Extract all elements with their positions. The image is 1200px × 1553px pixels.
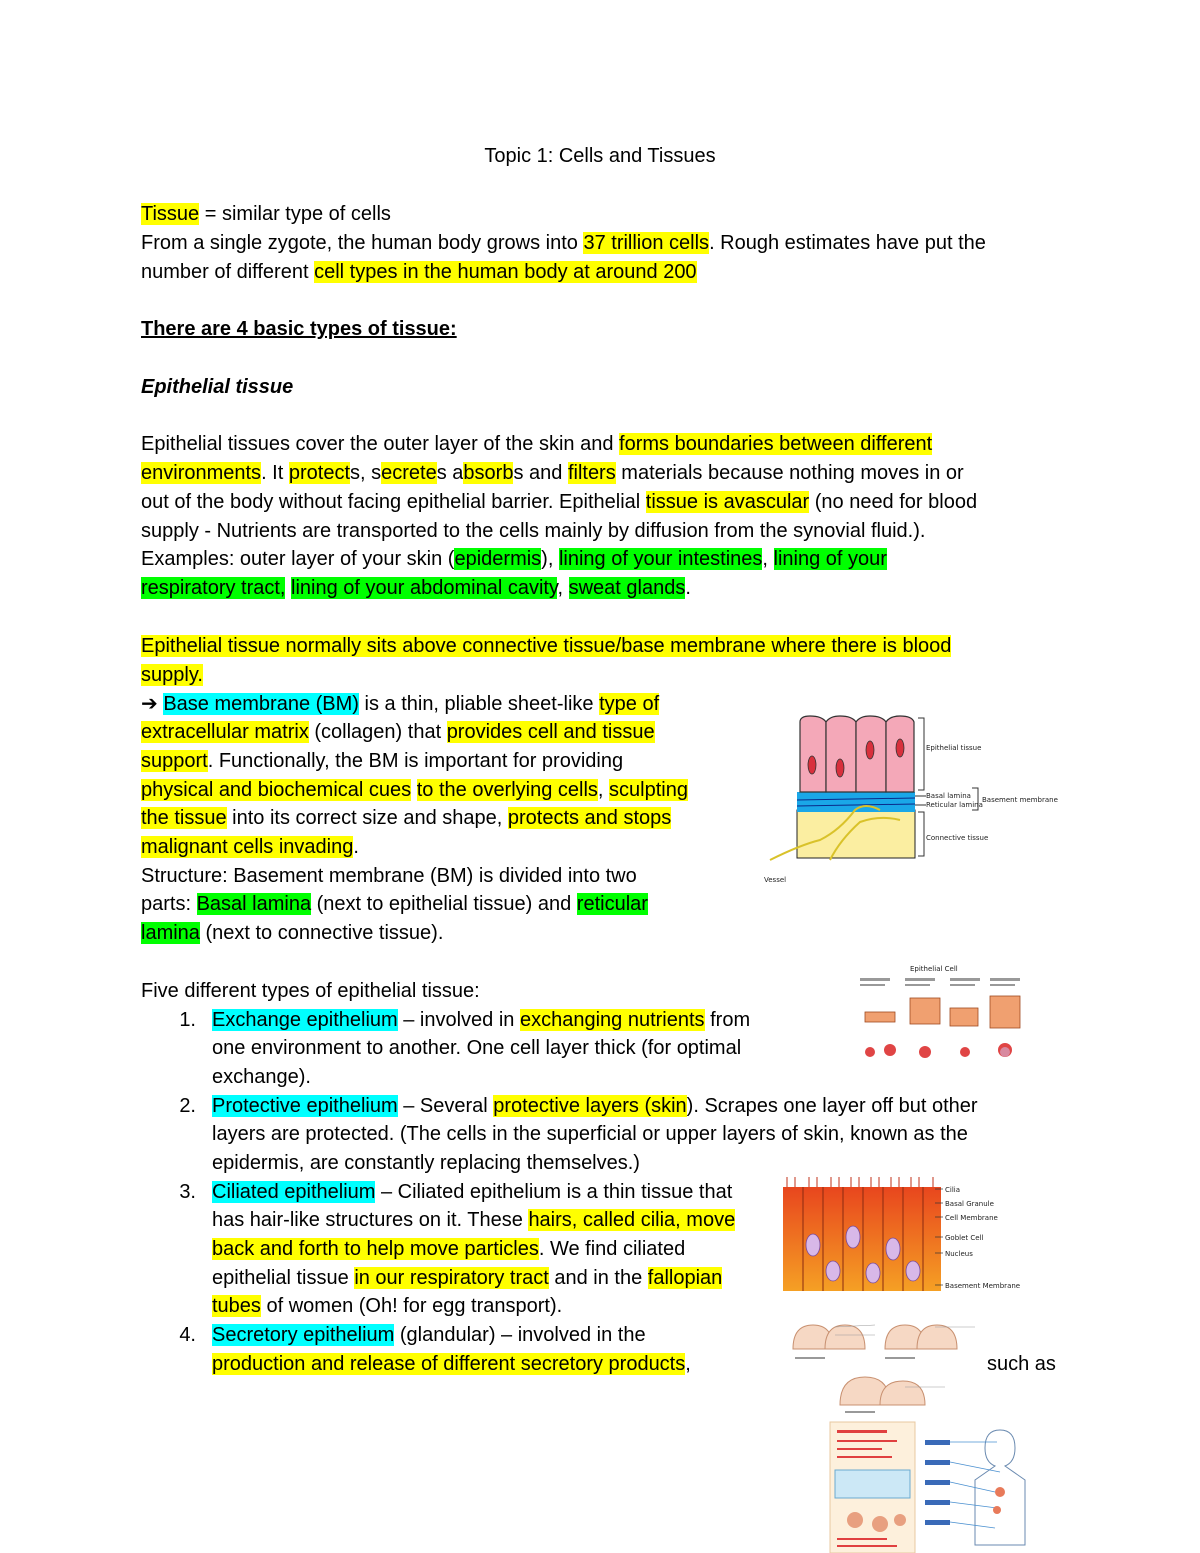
bm-line-7: Structure: Basement membrane (BM) is divided into two — [141, 865, 637, 887]
label-basement-membrane: Basement Membrane — [945, 1282, 1021, 1290]
label-cilia: Cilia — [945, 1186, 961, 1194]
list-item-3-line-5: tubes of women (Oh! for egg transport). — [212, 1295, 563, 1317]
list-item-2-line-2: layers are protected. (The cells in the superficial or upper layers of skin, known as the — [212, 1123, 968, 1145]
basement-membrane-figure — [760, 710, 1060, 890]
figure-title: Epithelial Cell — [910, 965, 958, 973]
list-item-1-line-2: one environment to another. One cell layer thick (for optimal — [212, 1037, 742, 1059]
page-title: Topic 1: Cells and Tissues — [484, 145, 716, 167]
bm-line-3: support. Functionally, the BM is important for providing — [141, 750, 624, 772]
list-item-1-line-1: Exchange epithelium – involved in exchanging nutrients from — [212, 1009, 751, 1031]
intro-line-3: number of different cell types in the human body at around 200 — [141, 261, 697, 283]
label-reticular-lamina: Reticular lamina — [926, 801, 983, 809]
label-cell-membrane: Cell Membrane — [945, 1214, 998, 1222]
epi-line-5: Examples: outer layer of your skin (epidermis), lining of your intestines, lining of your — [141, 548, 887, 570]
bm-line-4: physical and biochemical cues to the overlying cells, sculpting — [141, 779, 688, 801]
intro-line-1: Tissue = similar type of cells — [141, 203, 391, 225]
list-item-3-line-4: epithelial tissue in our respiratory tract and in the fallopian — [212, 1267, 723, 1289]
intro-line-2: From a single zygote, the human body grows into 37 trillion cells. Rough estimates have put the — [141, 232, 986, 254]
epi-line-4: supply - Nutrients are transported to the cells mainly by diffusion from the synovial fluid.). — [141, 520, 926, 542]
list-item-4-line-2: production and release of different secretory products, — [212, 1353, 691, 1375]
epi-line-6: respiratory tract, lining of your abdominal cavity, sweat glands. — [141, 577, 691, 599]
list-number: 3. — [179, 1181, 196, 1203]
label-connective-tissue: Connective tissue — [926, 834, 989, 842]
list-item-1-line-3: exchange). — [212, 1066, 311, 1088]
endocrine-system-figure — [825, 1420, 1040, 1553]
bm-line-8: parts: Basal lamina (next to epithelial tissue) and reticular — [141, 893, 648, 915]
list-item-4-tail: such as — [987, 1353, 1056, 1375]
label-epithelial-tissue: Epithelial tissue — [926, 744, 982, 752]
epi-line-3: out of the body without facing epithelial barrier. Epithelial tissue is avascular (no need for blood — [141, 491, 978, 513]
sits-line-1: Epithelial tissue normally sits above connective tissue/base membrane where there is blood — [141, 635, 952, 657]
list-item-3-line-1: Ciliated epithelium – Ciliated epithelium is a thin tissue that — [212, 1181, 733, 1203]
ciliated-epithelium-figure — [775, 1175, 1035, 1305]
arrow-icon: ➔ — [141, 693, 158, 715]
sits-line-2: supply. — [141, 664, 203, 686]
heading-epithelial: Epithelial tissue — [141, 376, 294, 398]
label-basal-lamina: Basal lamina — [926, 792, 971, 800]
bm-line-5: the tissue into its correct size and shape, protects and stops — [141, 807, 672, 829]
label-basement-membrane: Basement membrane — [982, 796, 1058, 804]
bm-line-9: lamina (next to connective tissue). — [141, 922, 444, 944]
list-item-3-line-2: has hair-like structures on it. These hairs, called cilia, move — [212, 1209, 736, 1231]
label-vessel: Vessel — [764, 876, 787, 884]
list-number: 4. — [179, 1324, 196, 1346]
list-number: 2. — [179, 1095, 196, 1117]
list-item-4-line-1: Secretory epithelium (glandular) – involved in the — [212, 1324, 646, 1346]
list-item-2-line-3: epidermis, are constantly replacing themselves.) — [212, 1152, 640, 1174]
five-types-heading: Five different types of epithelial tissue: — [141, 980, 480, 1002]
label-basal-granule: Basal Granule — [945, 1200, 994, 1208]
epi-line-1: Epithelial tissues cover the outer layer of the skin and forms boundaries between different — [141, 433, 933, 455]
epithelial-cell-figure — [855, 960, 1035, 1065]
epi-line-2: environments. It protects, secretes absorbs and filters materials because nothing moves in or — [141, 462, 964, 484]
label-goblet-cell: Goblet Cell — [945, 1234, 984, 1242]
glandular-epithelium-figure — [785, 1315, 985, 1420]
label-nucleus: Nucleus — [945, 1250, 973, 1258]
bm-line-1: ➔ Base membrane (BM) is a thin, pliable sheet-like type of — [141, 693, 660, 715]
list-item-2-line-1: Protective epithelium – Several protective layers (skin). Scrapes one layer off but other — [212, 1095, 978, 1117]
heading-tissue-types: There are 4 basic types of tissue: — [141, 318, 457, 340]
list-number: 1. — [179, 1009, 196, 1031]
bm-line-2: extracellular matrix (collagen) that provides cell and tissue — [141, 721, 655, 743]
list-item-3-line-3: back and forth to help move particles. We find ciliated — [212, 1238, 686, 1260]
bm-line-6: malignant cells invading. — [141, 836, 359, 858]
